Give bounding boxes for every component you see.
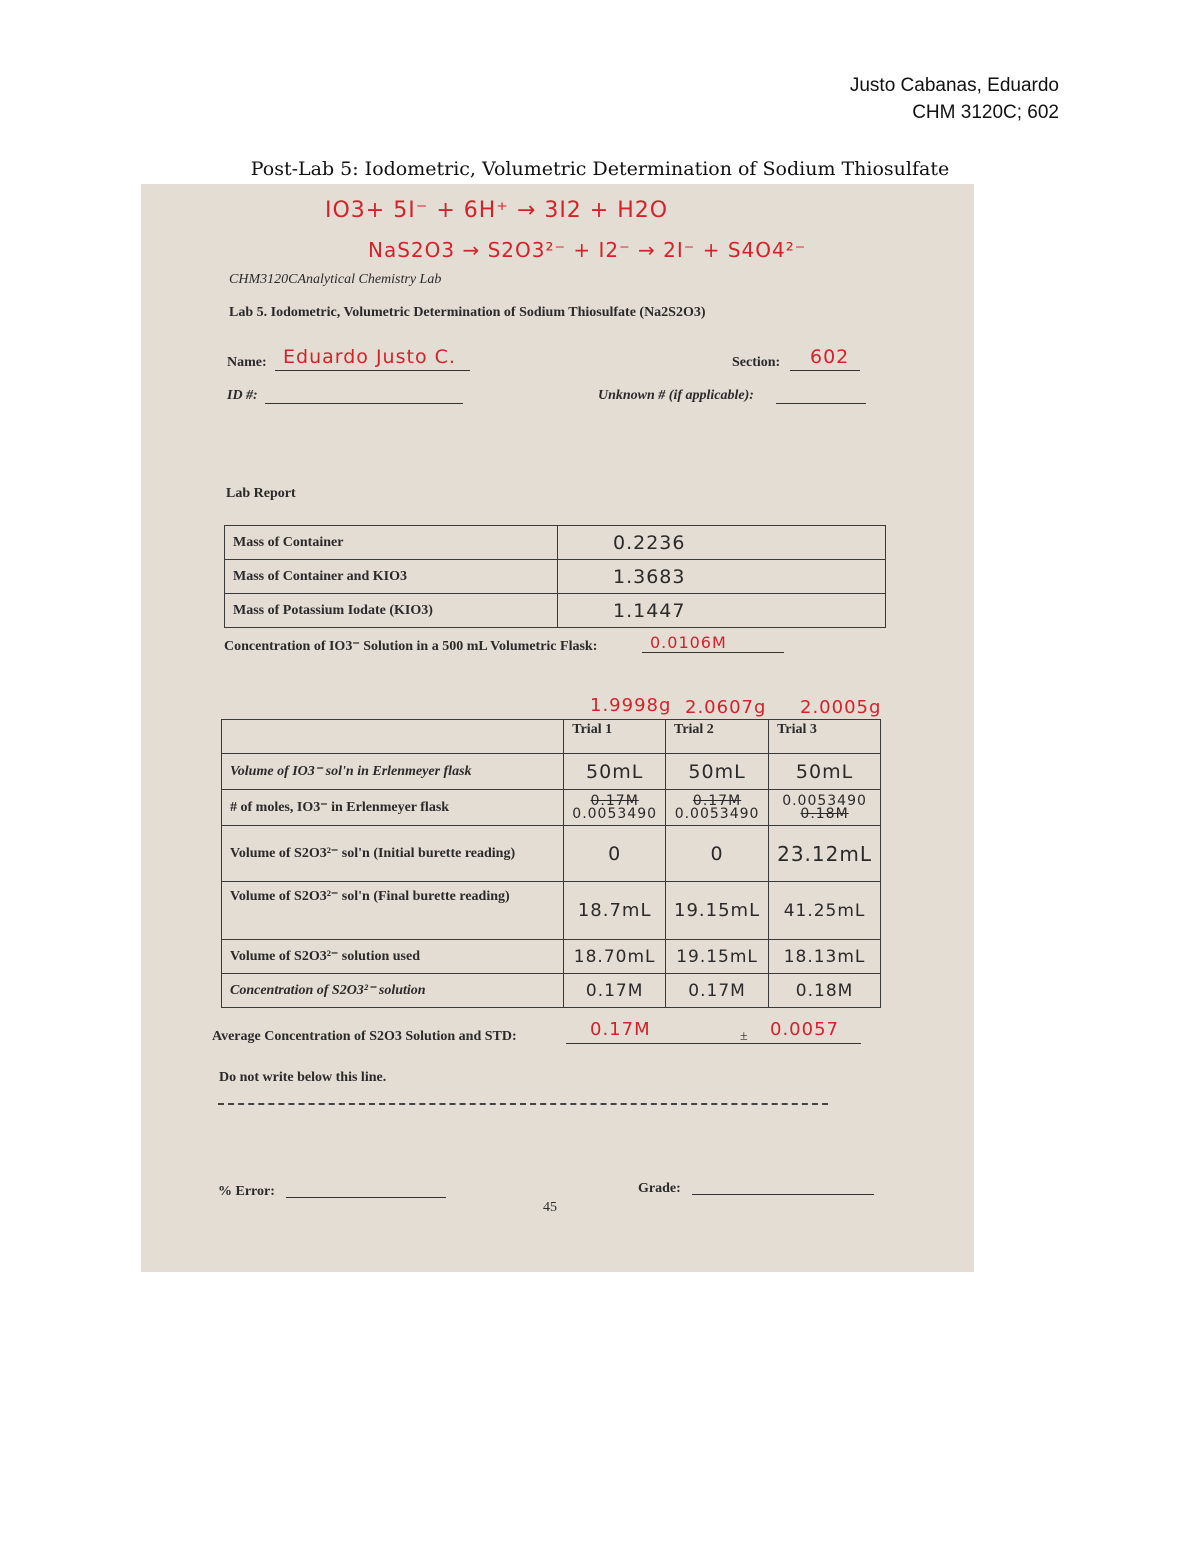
do-not-write-note: Do not write below this line. bbox=[219, 1070, 387, 1085]
row-label: Concentration of S2O3²⁻ solution bbox=[222, 974, 564, 1008]
error-label: % Error: bbox=[218, 1184, 275, 1199]
error-underline bbox=[286, 1197, 446, 1198]
cell-value: 0.17M bbox=[564, 974, 666, 1008]
table-row bbox=[222, 882, 881, 940]
header-block bbox=[850, 72, 1059, 126]
row-label: Volume of S2O3²⁻ sol'n (Initial burette reading) bbox=[222, 826, 564, 882]
cell-value: 18.13mL bbox=[769, 940, 881, 974]
trial-2-mass: 2.0607g bbox=[685, 697, 767, 718]
table-row bbox=[225, 594, 886, 628]
row-label: # of moles, IO3⁻ in Erlenmeyer flask bbox=[222, 790, 564, 826]
id-label: ID #: bbox=[227, 388, 258, 403]
mass-value: 1.1447 bbox=[558, 594, 886, 628]
cell-value: 18.7mL bbox=[564, 882, 666, 940]
average-label: Average Concentration of S2O3 Solution and STD: bbox=[212, 1029, 517, 1044]
table-row bbox=[222, 940, 881, 974]
handwritten-equation-2: NaS2O3 → S2O3²⁻ + I2⁻ → 2I⁻ + S4O4²⁻ bbox=[368, 238, 807, 262]
table-header-row bbox=[222, 720, 881, 754]
struck-value: 0.17M bbox=[590, 792, 639, 809]
author-name: Justo Cabanas, Eduardo bbox=[849, 75, 1059, 96]
cell-value: 50mL bbox=[666, 754, 769, 790]
struck-value: 0.18M bbox=[800, 805, 849, 822]
grade-underline bbox=[692, 1194, 874, 1195]
cell-value: 0 bbox=[666, 826, 769, 882]
table-row bbox=[222, 826, 881, 882]
trial-3-header: Trial 3 bbox=[769, 720, 881, 754]
mass-label: Mass of Potassium Iodate (KIO3) bbox=[225, 594, 558, 628]
mass-value: 0.2236 bbox=[558, 526, 886, 560]
concentration-underline bbox=[642, 652, 784, 653]
corrected-value: 0.0053490 bbox=[572, 805, 658, 822]
name-underline bbox=[275, 370, 470, 371]
trial-3-mass: 2.0005g bbox=[800, 697, 882, 718]
trial-1-header: Trial 1 bbox=[564, 720, 666, 754]
row-label: Volume of IO3⁻ sol'n in Erlenmeyer flask bbox=[222, 754, 564, 790]
row-label: Volume of S2O3²⁻ solution used bbox=[222, 940, 564, 974]
cell-value: 50mL bbox=[564, 754, 666, 790]
unknown-underline bbox=[776, 403, 866, 404]
course-code: CHM 3120C; 602 bbox=[912, 102, 1059, 123]
handwritten-equation-1: IO3+ 5I⁻ + 6H⁺ → 3I2 + H2O bbox=[325, 198, 669, 223]
lab-report-label: Lab Report bbox=[226, 486, 296, 501]
name-label: Name: bbox=[227, 355, 267, 370]
cell-value: 41.25mL bbox=[769, 882, 881, 940]
cell-value bbox=[666, 790, 769, 826]
table-row bbox=[222, 754, 881, 790]
trial-2-header: Trial 2 bbox=[666, 720, 769, 754]
corrected-value: 0.0053490 bbox=[674, 805, 760, 822]
std-value: 0.0057 bbox=[770, 1019, 839, 1040]
page-title: Post-Lab 5: Iodometric, Volumetric Determination of Sodium Thiosulfate bbox=[250, 158, 950, 180]
name-value: Eduardo Justo C. bbox=[283, 346, 456, 368]
cell-value: 23.12mL bbox=[769, 826, 881, 882]
cell-value: 18.70mL bbox=[564, 940, 666, 974]
struck-value: 0.17M bbox=[692, 792, 742, 809]
cell-value bbox=[564, 790, 666, 826]
trial-1-mass: 1.9998g bbox=[590, 695, 672, 716]
table-row bbox=[222, 790, 881, 826]
plus-minus-sign: ± bbox=[740, 1029, 748, 1044]
concentration-label: Concentration of IO3⁻ Solution in a 500 mL Volumetric Flask: bbox=[224, 639, 598, 654]
cell-value: 50mL bbox=[769, 754, 881, 790]
row-label: Volume of S2O3²⁻ sol'n (Final burette reading) bbox=[222, 882, 564, 940]
cell-value: 0 bbox=[564, 826, 666, 882]
header-blank bbox=[222, 720, 564, 754]
id-underline bbox=[265, 403, 463, 404]
trial-table bbox=[221, 719, 881, 1008]
mass-label: Mass of Container and KIO3 bbox=[225, 560, 558, 594]
section-label: Section: bbox=[732, 355, 781, 370]
concentration-value: 0.0106M bbox=[650, 633, 727, 652]
cell-value: 0.17M bbox=[666, 974, 769, 1008]
cell-value: 19.15mL bbox=[666, 882, 769, 940]
table-row bbox=[225, 526, 886, 560]
mass-label: Mass of Container bbox=[225, 526, 558, 560]
average-underline bbox=[566, 1043, 861, 1044]
cell-value: 19.15mL bbox=[666, 940, 769, 974]
course-line: CHM3120CAnalytical Chemistry Lab bbox=[229, 272, 442, 287]
grade-label: Grade: bbox=[638, 1181, 681, 1196]
lab-title-line: Lab 5. Iodometric, Volumetric Determination of Sodium Thiosulfate (Na2S2O3) bbox=[229, 305, 706, 320]
section-value: 602 bbox=[810, 346, 850, 368]
table-row bbox=[222, 974, 881, 1008]
cell-value: 0.18M bbox=[769, 974, 881, 1008]
mass-value: 1.3683 bbox=[558, 560, 886, 594]
table-row bbox=[225, 560, 886, 594]
page-number: 45 bbox=[543, 1200, 557, 1215]
section-underline bbox=[790, 370, 860, 371]
average-value: 0.17M bbox=[590, 1019, 651, 1040]
unknown-label: Unknown # (if applicable): bbox=[598, 388, 754, 403]
mass-table bbox=[224, 525, 886, 628]
divider-line bbox=[218, 1103, 828, 1105]
cell-value bbox=[769, 790, 881, 826]
corrected-value: 0.0053490 bbox=[782, 792, 867, 809]
